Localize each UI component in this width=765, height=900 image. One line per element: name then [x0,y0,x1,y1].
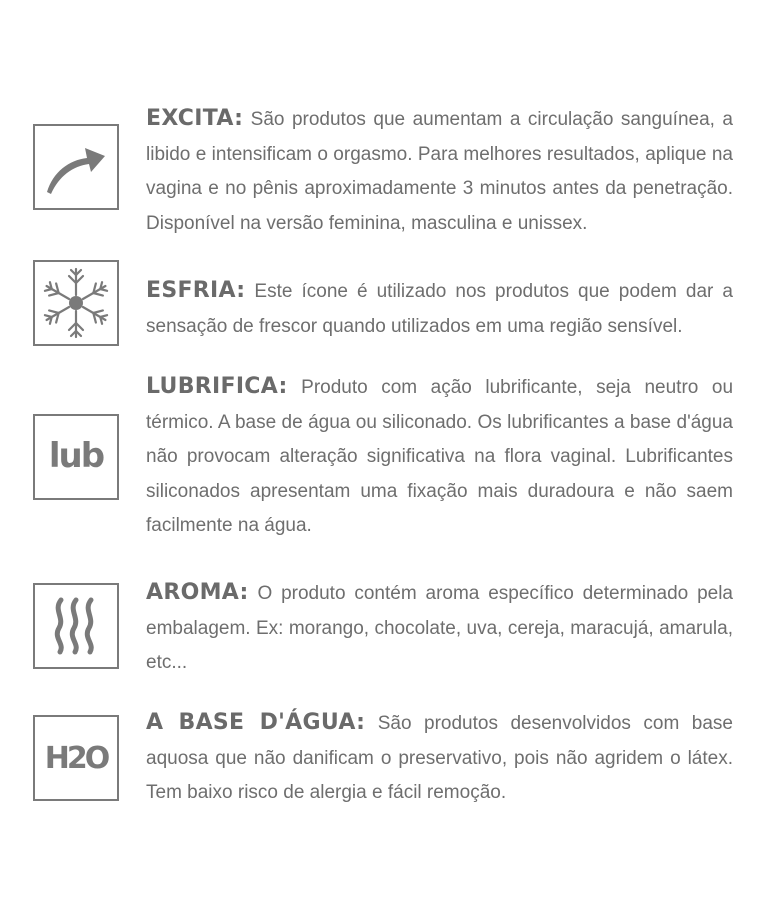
term-base-agua: A BASE D'ÁGUA: [146,710,366,735]
lub-icon-text: lub [48,437,104,476]
h2o-icon [33,715,119,801]
description-aroma: O produto contém aroma específico determinado pela embalagem. Ex: morango, chocolate, uva, cereja, maracujá, amarula, etc... [146,583,733,673]
term-aroma: AROMA: [146,580,249,605]
arrow-up-right-icon [33,124,119,210]
description-base-agua: São produtos desenvolvidos com base aquosa que não danificam o preservativo, pois não agridem o látex. Tem baixo risco de alergia e fácil remoção. [146,713,733,803]
term-excita: EXCITA: [146,106,244,131]
aroma-waves-icon [33,583,119,669]
term-esfria: ESFRIA: [146,278,246,303]
term-lubrifica: LUBRIFICA: [146,374,288,399]
description-excita: São produtos que aumentam a circulação sanguínea, a libido e intensificam o orgasmo. Para melhores resultados, aplique na vagina e no pênis aproximadamente 3 minutos antes da penetração. Disponível na versão feminina, masculina e unissex. [146,109,733,234]
lub-icon [33,414,119,500]
description-lubrifica: Produto com ação lubrificante, seja neutro ou térmico. A base de água ou siliconado. Os lubrificantes a base d'água não provocam alteração significativa na flora vaginal. Lubrificantes siliconados apresentam uma fixação mais duradoura e não saem facilmente na água. [146,377,734,536]
description-esfria: Este ícone é utilizado nos produtos que podem dar a sensação de frescor quando utilizados em uma região sensível. [146,281,733,337]
snowflake-icon [33,260,119,346]
h2o-icon-text: H2O [44,741,108,776]
